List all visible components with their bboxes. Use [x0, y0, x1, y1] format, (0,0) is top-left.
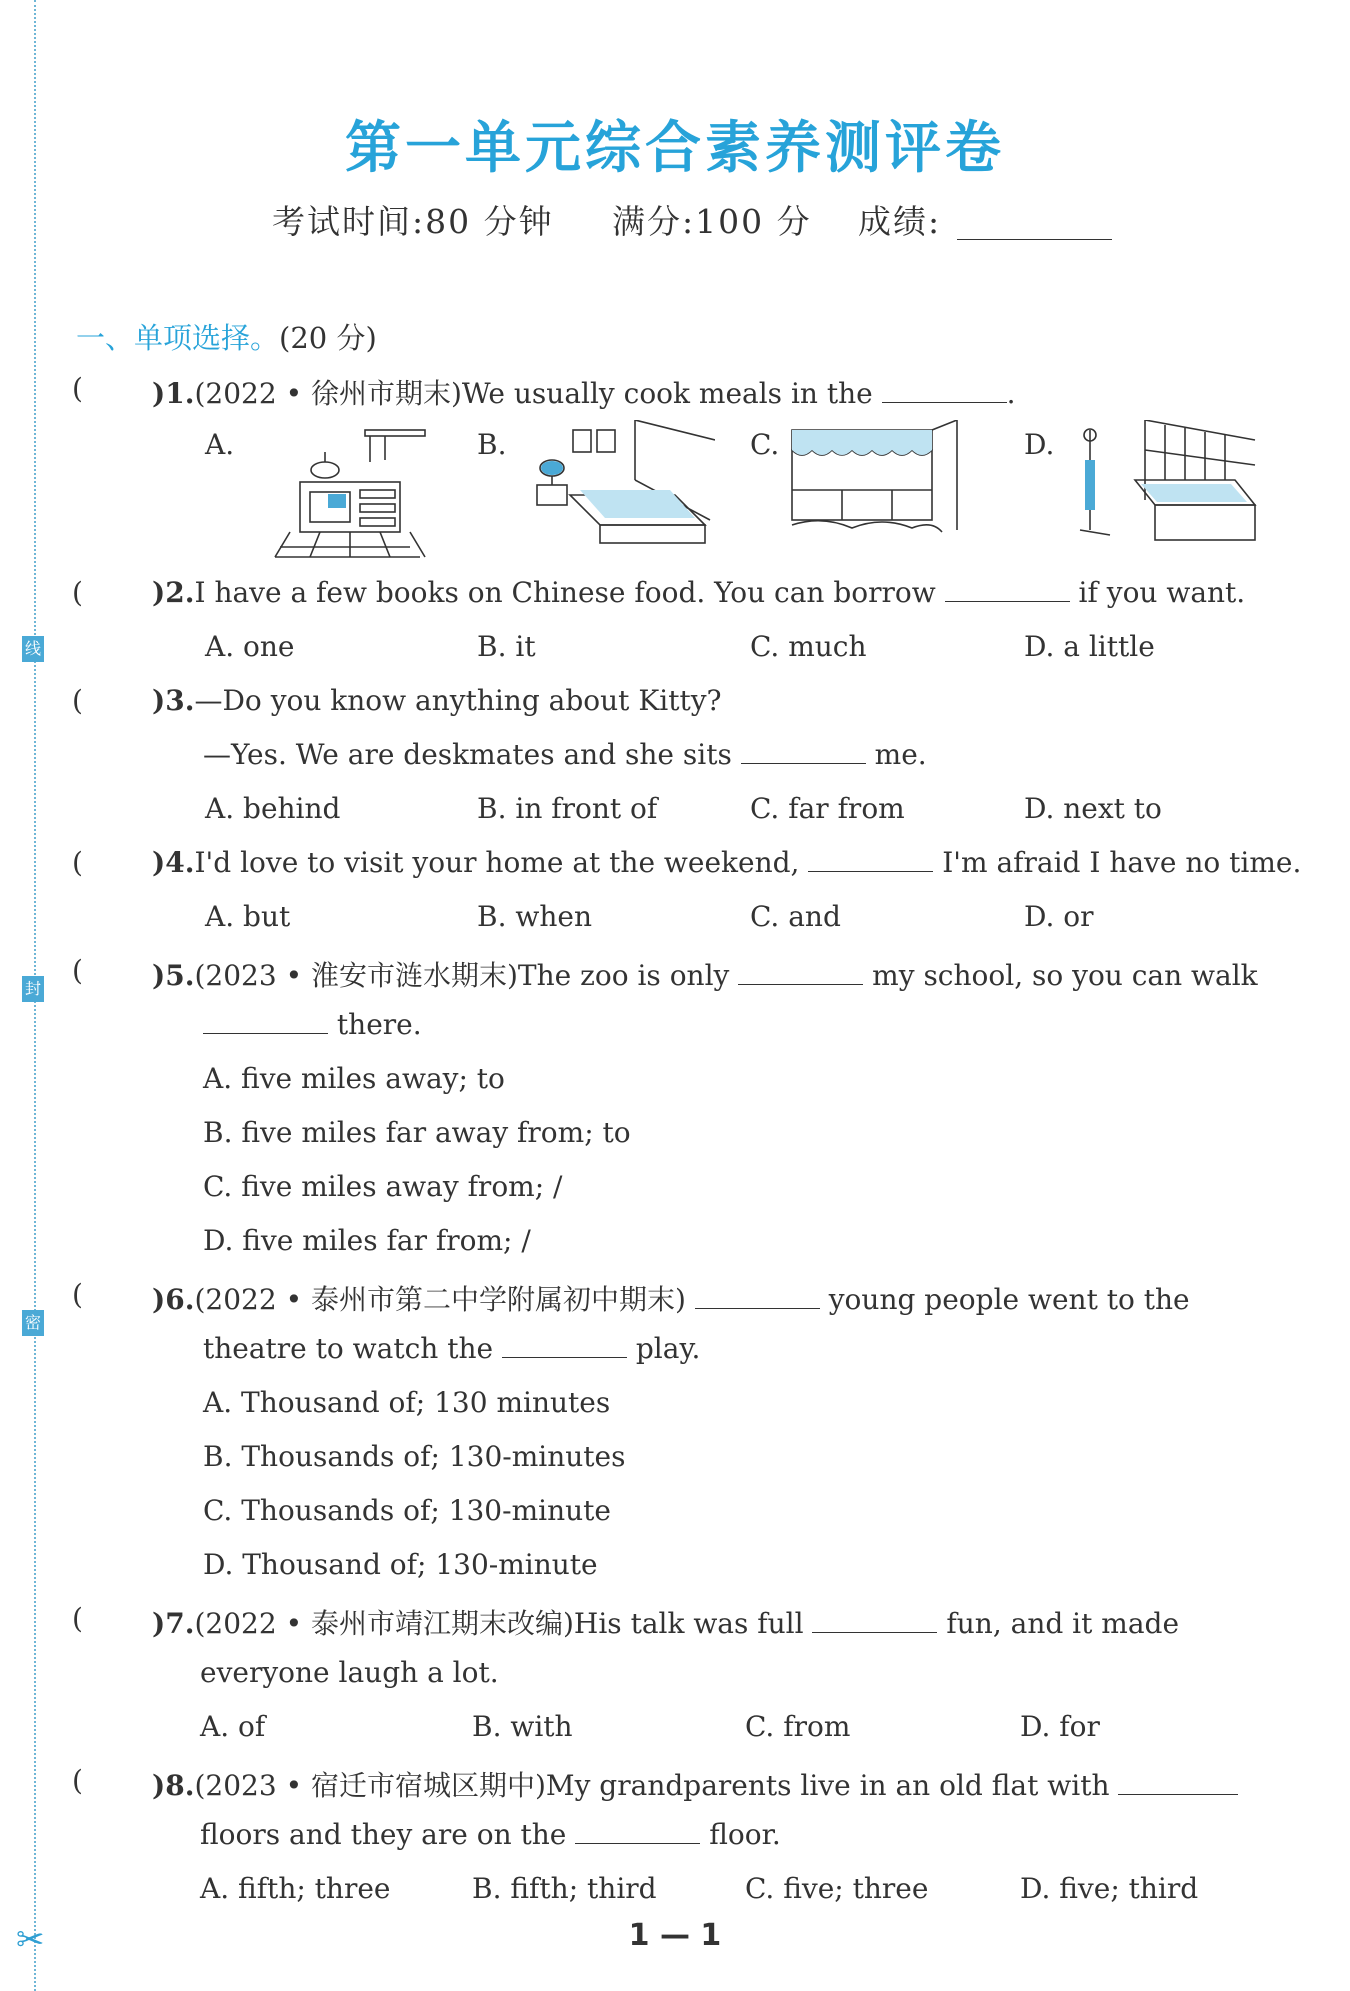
question-number: )2. — [152, 576, 195, 609]
bathroom-picture — [1075, 420, 1265, 560]
question-3-line-2 — [203, 738, 927, 771]
option-a: A. — [205, 428, 235, 461]
answer-blank[interactable] — [738, 983, 863, 985]
option-b: B. Thousands of; 130-minutes — [203, 1440, 626, 1473]
option-c: C. and — [750, 900, 841, 933]
option-c: C. Thousands of; 130-minute — [203, 1494, 611, 1527]
question-text: My grandparents live in an old flat with — [545, 1769, 1110, 1802]
option-d: D. next to — [1024, 792, 1162, 825]
margin-mark-line: 线 — [22, 636, 44, 662]
answer-blank[interactable] — [741, 762, 866, 764]
question-5-line-2 — [203, 1008, 422, 1041]
question-8 — [152, 1764, 1238, 1804]
option-a: A. behind — [205, 792, 341, 825]
question-text: His talk was full — [573, 1607, 804, 1640]
answer-paren[interactable]: ( — [72, 372, 83, 405]
score-label: 成绩: — [858, 202, 942, 241]
answer-blank[interactable] — [502, 1356, 627, 1358]
question-text: floors and they are on the — [200, 1818, 567, 1851]
exam-time: 考试时间:80 分钟 — [272, 202, 554, 241]
question-number: )5. — [152, 959, 195, 992]
question-2 — [152, 576, 1245, 609]
option-c: C. five; three — [745, 1872, 929, 1905]
question-text-end: floor. — [709, 1818, 781, 1851]
option-c: C. far from — [750, 792, 905, 825]
bedroom-picture — [525, 420, 715, 560]
answer-paren[interactable]: ( — [72, 954, 83, 987]
kitchen-picture — [255, 422, 445, 562]
option-b: B. — [477, 428, 507, 461]
margin-mark-seal: 封 — [22, 976, 44, 1002]
section-header — [76, 316, 377, 357]
option-a: A. one — [205, 630, 295, 663]
option-a: A. Thousand of; 130 minutes — [203, 1386, 611, 1419]
answer-paren[interactable]: ( — [72, 1602, 83, 1635]
question-source: (2023 • 宿迁市宿城区期中) — [194, 1769, 546, 1802]
question-number: )8. — [152, 1769, 195, 1802]
question-number: )1. — [152, 377, 195, 410]
answer-paren[interactable]: ( — [72, 1764, 83, 1797]
section-label: 一、单项选择。 — [76, 321, 280, 355]
answer-blank[interactable] — [575, 1842, 700, 1844]
option-c: C. five miles away from; / — [203, 1170, 563, 1203]
score-blank[interactable] — [957, 239, 1112, 240]
question-text: We usually cook meals in the — [461, 377, 873, 410]
option-c: C. — [750, 428, 780, 461]
answer-blank[interactable] — [882, 401, 1007, 403]
option-d: D. for — [1020, 1710, 1100, 1743]
question-5 — [152, 954, 1258, 994]
question-6-line-2 — [203, 1332, 700, 1365]
question-7-line-2: everyone laugh a lot. — [200, 1656, 499, 1689]
answer-paren[interactable]: ( — [72, 1278, 83, 1311]
option-d: D. — [1024, 428, 1055, 461]
question-text-end: me. — [874, 738, 927, 771]
question-text-end: if you want. — [1078, 576, 1246, 609]
option-a: A. of — [200, 1710, 266, 1743]
option-b: B. it — [477, 630, 536, 663]
option-c: C. much — [750, 630, 867, 663]
question-source: (2022 • 泰州市第二中学附属初中期末) — [194, 1283, 686, 1316]
option-b: B. when — [477, 900, 592, 933]
option-b: B. five miles far away from; to — [203, 1116, 631, 1149]
option-b: B. in front of — [477, 792, 658, 825]
answer-paren[interactable]: ( — [72, 846, 83, 879]
question-text: there. — [336, 1008, 422, 1041]
balcony-picture — [782, 420, 972, 560]
question-text-end: play. — [635, 1332, 701, 1365]
question-text-end: my school, so you can walk — [872, 959, 1258, 992]
question-1 — [152, 372, 1016, 412]
question-source: (2022 • 泰州市靖江期末改编) — [194, 1607, 574, 1640]
question-8-line-2 — [200, 1818, 781, 1851]
question-text: I have a few books on Chinese food. You can borrow — [194, 576, 936, 609]
question-number: )3. — [152, 684, 195, 717]
answer-paren[interactable]: ( — [72, 684, 83, 717]
section-points: (20 分) — [279, 321, 377, 355]
question-source: (2022 • 徐州市期末) — [194, 377, 462, 410]
question-text: theatre to watch the — [203, 1332, 494, 1365]
question-text-end: fun, and it made — [946, 1607, 1180, 1640]
answer-blank[interactable] — [812, 1631, 937, 1633]
page-number: 1 — 1 — [628, 1918, 722, 1953]
question-text: —Do you know anything about Kitty? — [194, 684, 722, 717]
question-7 — [152, 1602, 1179, 1642]
question-4 — [152, 846, 1301, 879]
margin-mark-secret: 密 — [22, 1310, 44, 1336]
answer-blank[interactable] — [945, 600, 1070, 602]
question-source: (2023 • 淮安市涟水期末) — [194, 959, 518, 992]
option-b: B. fifth; third — [472, 1872, 657, 1905]
option-a: A. fifth; three — [200, 1872, 391, 1905]
answer-blank[interactable] — [695, 1307, 820, 1309]
option-d: D. five miles far from; / — [203, 1224, 531, 1257]
option-a: A. but — [205, 900, 291, 933]
scissors-icon: ✂ — [16, 1920, 45, 1960]
page-title: 第一单元综合素养测评卷 — [345, 115, 1005, 181]
question-number: )4. — [152, 846, 195, 879]
answer-paren[interactable]: ( — [72, 576, 83, 609]
option-b: B. with — [472, 1710, 573, 1743]
answer-blank[interactable] — [203, 1032, 328, 1034]
question-number: )7. — [152, 1607, 195, 1640]
option-c: C. from — [745, 1710, 851, 1743]
option-d: D. or — [1024, 900, 1094, 933]
question-number: )6. — [152, 1283, 195, 1316]
option-d: D. Thousand of; 130-minute — [203, 1548, 598, 1581]
option-a: A. five miles away; to — [203, 1062, 505, 1095]
question-6 — [152, 1278, 1190, 1318]
question-3 — [152, 684, 722, 717]
question-end: . — [1006, 377, 1016, 410]
exam-full-marks: 满分:100 分 — [612, 202, 812, 241]
answer-blank[interactable] — [808, 870, 933, 872]
question-text: —Yes. We are deskmates and she sits — [203, 738, 732, 771]
question-text: I'd love to visit your home at the weekend, — [194, 846, 800, 879]
answer-blank[interactable] — [1118, 1793, 1238, 1795]
question-text: The zoo is only — [517, 959, 730, 992]
option-d: D. five; third — [1020, 1872, 1199, 1905]
question-text: young people went to the — [828, 1283, 1190, 1316]
question-text-end: I'm afraid I have no time. — [942, 846, 1302, 879]
option-d: D. a little — [1024, 630, 1155, 663]
